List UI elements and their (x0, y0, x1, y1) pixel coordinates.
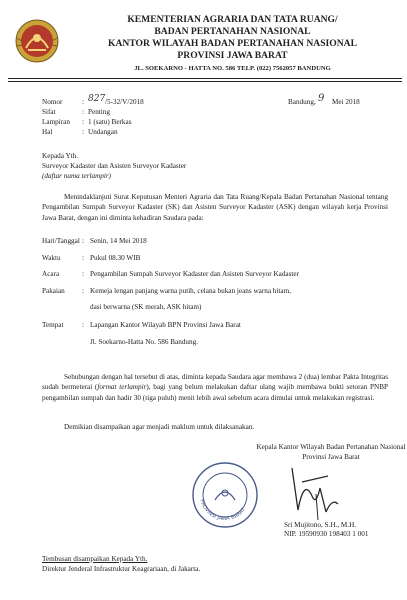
colon: : (82, 128, 84, 136)
colon: : (82, 253, 84, 262)
detail-row-date (42, 236, 392, 247)
signatory-title-2: Provinsi Jawa Barat (302, 453, 360, 461)
cc-recipient: Direktur Jenderal Infrastruktur Keagrariaan, di Jakarta. (42, 565, 201, 573)
letter-month-year: Mei 2018 (332, 98, 360, 106)
signatory-name: Sri Mujitono, S.H., M.H. (284, 521, 357, 529)
place-line-1: Lapangan Kantor Wilayah BPN Provinsi Jawa Barat (90, 320, 241, 329)
attire-line-1: Kemeja lengan panjang warna putih, celana bukan jeans warna hitam, (90, 286, 291, 295)
colon: : (82, 270, 84, 279)
attire-line-2: dasi berwarna (SK merah, ASK hitam) (90, 303, 202, 312)
colon: : (82, 286, 84, 295)
recipient-salutation: Kepada Yth. (42, 152, 79, 160)
detail-label: Waktu (42, 253, 61, 262)
agency-logo (14, 18, 60, 64)
letterhead-line-2: BADAN PERTANAHAN NASIONAL (154, 26, 311, 37)
detail-value (90, 320, 392, 347)
place-line-2: Jl. Soekarno-Hatta No. 586 Bandung. (90, 337, 198, 346)
signatory-title-1: Kepala Kantor Wilayah Badan Pertanahan Nasional (256, 443, 406, 451)
letterhead-rule-thick (8, 78, 402, 79)
requirements-paragraph (42, 372, 388, 403)
detail-row-place (42, 320, 392, 347)
detail-value (90, 286, 392, 313)
intro-paragraph: Menindaklanjuti Surat Keputusan Menteri Agraria dan Tata Ruang/Kepala Badan Pertanahan Nasional tentang Pengambilan Sumpah Surveyor Kadaster (SK) dan Asisten Surveyor Kadaster (ASK) dengan wilayah kerja Provinsi Jawa Barat, dengan ini diminta kehadiran Saudara pada: (42, 193, 388, 222)
lampiran-value: 1 (satu) Berkas (88, 118, 132, 126)
nomor-value: /5-32/V/2018 (105, 98, 144, 106)
colon: : (82, 118, 84, 126)
detail-value: Senin, 14 Mei 2018 (90, 237, 147, 245)
detail-label: Pakaian (42, 286, 65, 295)
official-stamp (190, 460, 260, 530)
colon: : (82, 237, 84, 245)
requirements-text-a: Sehubungan dengan hal tersebut di atas, diminta kepada Saudara agar membawa 2 (dua) lembar Pakta Integritas sudah bermeterai ( (42, 373, 388, 392)
handwritten-signature (282, 458, 346, 526)
detail-row-time (42, 253, 392, 264)
sifat-value: Penting (88, 108, 110, 116)
sifat-label: Sifat (42, 108, 56, 116)
detail-row-event (42, 269, 392, 280)
closing-sentence: Demikian disampaikan agar menjadi maklum untuk dilaksanakan. (64, 423, 255, 431)
letterhead-line-4: PROVINSI JAWA BARAT (177, 50, 288, 61)
svg-text:PROVINSI JAWA BARAT (198, 499, 247, 522)
detail-row-attire (42, 286, 392, 313)
event-details (42, 236, 392, 347)
detail-value: Pengambilan Sumpah Surveyor Kadaster dan Asisten Surveyor Kadaster (90, 270, 299, 279)
nomor-label: Nomor (42, 98, 63, 106)
lampiran-label: Lampiran (42, 118, 70, 126)
detail-label: Hari/Tanggal (42, 237, 80, 245)
nomor-handwritten: 827 (88, 94, 106, 104)
letterhead-address: JL. SOEKARNO - HATTA NO. 586 TELP. (022) 7562057 BANDUNG (134, 65, 331, 72)
recipient-name: Surveyor Kadaster dan Asisten Surveyor Kadaster (42, 162, 187, 170)
detail-label: Tempat (42, 320, 64, 329)
letter-place: Bandung, (288, 98, 316, 106)
signatory-nip: NIP. 19590930 198403 1 001 (284, 530, 369, 538)
colon: : (82, 320, 84, 329)
colon: : (82, 98, 84, 106)
letterhead-rule-thin (8, 81, 402, 82)
letterhead-line-1: KEMENTERIAN AGRARIA DAN TATA RUANG/ (127, 14, 338, 25)
hal-label: Hal (42, 128, 53, 136)
cc-heading: Tembusan disampaikan Kepada Yth. (42, 555, 148, 563)
detail-label: Acara (42, 270, 60, 279)
letterhead-line-3: KANTOR WILAYAH BADAN PERTANAHAN NASIONAL (108, 38, 357, 49)
detail-value: Pukul 08.30 WIB (90, 253, 141, 262)
requirements-text-b: ), bagi yang belum melakukan daftar ulang wajib membawa bukti setoran PNBP pengambilan sumpah dan hadir 30 (tiga puluh) menit lebih awal sebelum acara dimulai untuk melakukan registrasi. (42, 383, 389, 402)
colon: : (82, 108, 84, 116)
hal-value: Undangan (88, 128, 118, 136)
recipient-note: (daftar nama terlampir) (42, 172, 112, 180)
requirements-text-italic: format terlampir (97, 383, 147, 392)
letter-day-handwritten: 9 (318, 93, 325, 104)
stamp-text: PROVINSI JAWA BARAT (198, 498, 247, 523)
